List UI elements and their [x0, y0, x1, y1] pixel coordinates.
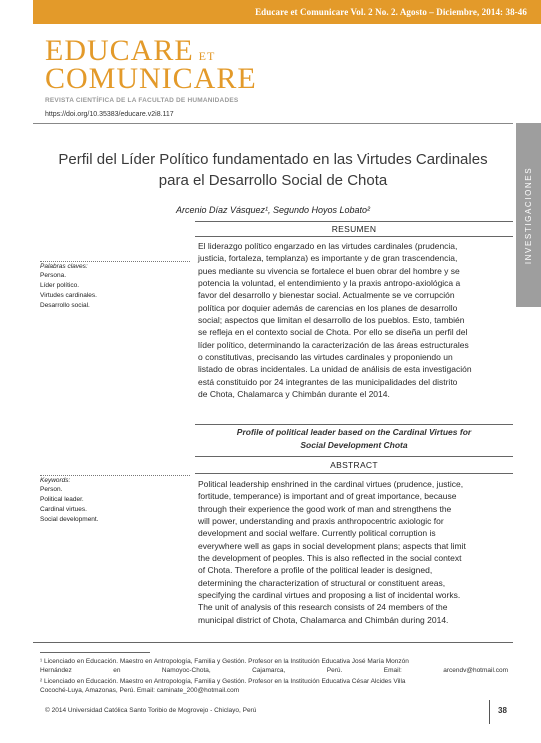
keywords-title: Palabras claves: [40, 263, 88, 270]
abstract-line: municipal district of Chota, Chalamarca and Chimbán during 2014. [198, 614, 449, 625]
keyword-item: Social development. [40, 516, 99, 523]
keyword-item: Person. [40, 486, 63, 493]
logo-word-educare: EDUCARE [45, 34, 194, 67]
logo-word-et: ET [198, 49, 216, 63]
resumen-heading: RESUMEN [331, 224, 377, 234]
page-number: 38 [498, 706, 507, 715]
abstract-line: everywhere well as gaps in social development plans; aspects that limit [198, 540, 466, 551]
abstract-line: The unit of analysis of this research consists of 24 members of the [198, 602, 448, 613]
resumen-line: listado de obras incidentales. La unidad de análisis de esta investigación [198, 364, 472, 375]
resumen-line: pues mediante su vivencia se fortalece el buen obrar del hombre y se [198, 265, 460, 276]
keyword-item: Cardinal virtues. [40, 506, 87, 513]
abstract-line: through their experience the good work of man and strengthens the [198, 503, 452, 514]
doi-divider [33, 123, 513, 124]
abstract-top-rule [195, 456, 513, 457]
section-side-tab [516, 123, 541, 307]
footnote-line: ² Licenciado en Educación. Maestro en Antropología, Familia y Gestión. Profesor en la Institución Educativa César Alcides Villa [40, 678, 406, 685]
footnote-line: ¹ Licenciado en Educación. Maestro en Antropología, Familia y Gestión. Profesor en la Institución Educativa José María Monzón [40, 658, 409, 665]
resumen-line: política por doquier además de carencias en los planes de desarrollo [198, 302, 458, 313]
abstract-line: Political leadership enshrined in the cardinal virtues (prudence, justice, [198, 479, 464, 489]
doi-link[interactable]: https://doi.org/10.35383/educare.v2i8.117 [45, 111, 174, 118]
footnote-line: Hernández en Namoyoc-Chota, Cajamarca, Perú. Email: arcendv@hotmail.com [40, 666, 508, 674]
keyword-item: Líder político. [40, 282, 80, 289]
footnote-line: Cocoché-Luya, Amazonas, Perú. Email: caminate_200@hotmail.com [40, 686, 240, 694]
keywords-top-dots [40, 261, 190, 262]
english-title-line-1: Profile of political leader based on the Cardinal Virtues for [236, 427, 472, 437]
resumen-line: o constitutivas, precisando las virtudes cardinales y proponiendo un [198, 352, 453, 363]
footnote-1 [40, 658, 508, 675]
resumen-line: está constituido por 24 integrantes de las municipalidades del distrito [198, 376, 458, 387]
abstract-line: will power, understanding and praxis anthropocentric axiologic for [198, 516, 444, 527]
journal-citation: Educare et Comunicare Vol. 2 No. 2. Agosto – Diciembre, 2014: 38-46 [255, 7, 527, 17]
abstract-line: fortitude, temperance) is important and of great importance, because [198, 491, 457, 502]
abstract-body [198, 478, 510, 626]
abstract-line: determining the characterization of structural or constituent areas, [198, 577, 446, 588]
keywords-title: Keywords: [40, 477, 71, 484]
resumen-top-rule [195, 221, 513, 222]
resumen-heading-rule [195, 236, 513, 237]
resumen-line: favor del desarrollo y bienestar social. Actualmente se ve corrupción [198, 290, 455, 301]
abstract-heading: ABSTRACT [330, 460, 378, 470]
abstract-line: development and social welfare. Currently political corruption is [198, 528, 436, 539]
footer-copyright: © 2014 Universidad Católica Santo Toribio de Mogrovejo - Chiclayo, Perú [45, 707, 257, 714]
resumen-line: líder político, determinando la caracterización de las áreas estructurales [198, 339, 469, 350]
article-title-line-2: para el Desarrollo Social de Chota [158, 172, 388, 189]
abstract-keywords [40, 477, 190, 525]
footer-divider [489, 700, 490, 724]
resumen-line: justicia, fortaleza, templanza) es importante y de gran trascendencia, [198, 253, 458, 264]
article-title-line-1: Perfil del Líder Político fundamentado en las Virtudes Cardinales [58, 151, 488, 168]
resumen-line: de Chota, Chalamarca y Chimbán durante el 2014. [198, 389, 390, 400]
abstract-line: the development of peoples. This is also reflected in the social context [198, 553, 462, 564]
english-title [195, 426, 513, 451]
keyword-item: Virtudes cardinales. [40, 292, 97, 299]
article-title [40, 149, 506, 191]
journal-header-banner [33, 0, 541, 24]
logo-subtitle: REVISTA CIENTÍFICA DE LA FACULTAD DE HUMANIDADES [45, 97, 239, 104]
keyword-item: Desarrollo social. [40, 302, 90, 309]
resumen-body [198, 240, 510, 400]
english-title-line-2: Social Development Chota [300, 439, 408, 450]
abstract-line: specifying the cardinal virtues and proposing a list of incidental works. [198, 590, 461, 601]
abstract-line: of Chota. Therefore a profile of the political leader is designed, [198, 565, 433, 576]
article-authors: Arcenio Díaz Vásquez¹, Segundo Hoyos Lobato² [175, 205, 371, 215]
abstract-heading-rule [195, 473, 513, 474]
keyword-item: Persona. [40, 272, 67, 279]
logo-word-comunicare: COMUNICARE [45, 62, 257, 95]
resumen-line: social; aspectos que limitan el desarrollo de los pueblos. Esto, también [198, 315, 465, 326]
footnote-2 [40, 678, 508, 695]
resumen-line: se refleja en el contexto social de Chota. Por ello se diseña un perfil del [198, 327, 468, 338]
resumen-line: potencia la voluntad, el entendimiento y la praxis antropo-axiológica a [198, 278, 461, 289]
resumen-keywords [40, 263, 190, 311]
section-side-tab-label: INVESTIGACIONES [524, 166, 534, 264]
abstract-bottom-rule [33, 642, 513, 643]
abstract-keywords-top-dots [40, 475, 190, 476]
footnote-rule [40, 652, 150, 653]
resumen-line: El liderazgo político engarzado en las virtudes cardinales (prudencia, [198, 241, 458, 251]
keyword-item: Political leader. [40, 496, 84, 503]
english-title-top-rule [195, 424, 513, 425]
